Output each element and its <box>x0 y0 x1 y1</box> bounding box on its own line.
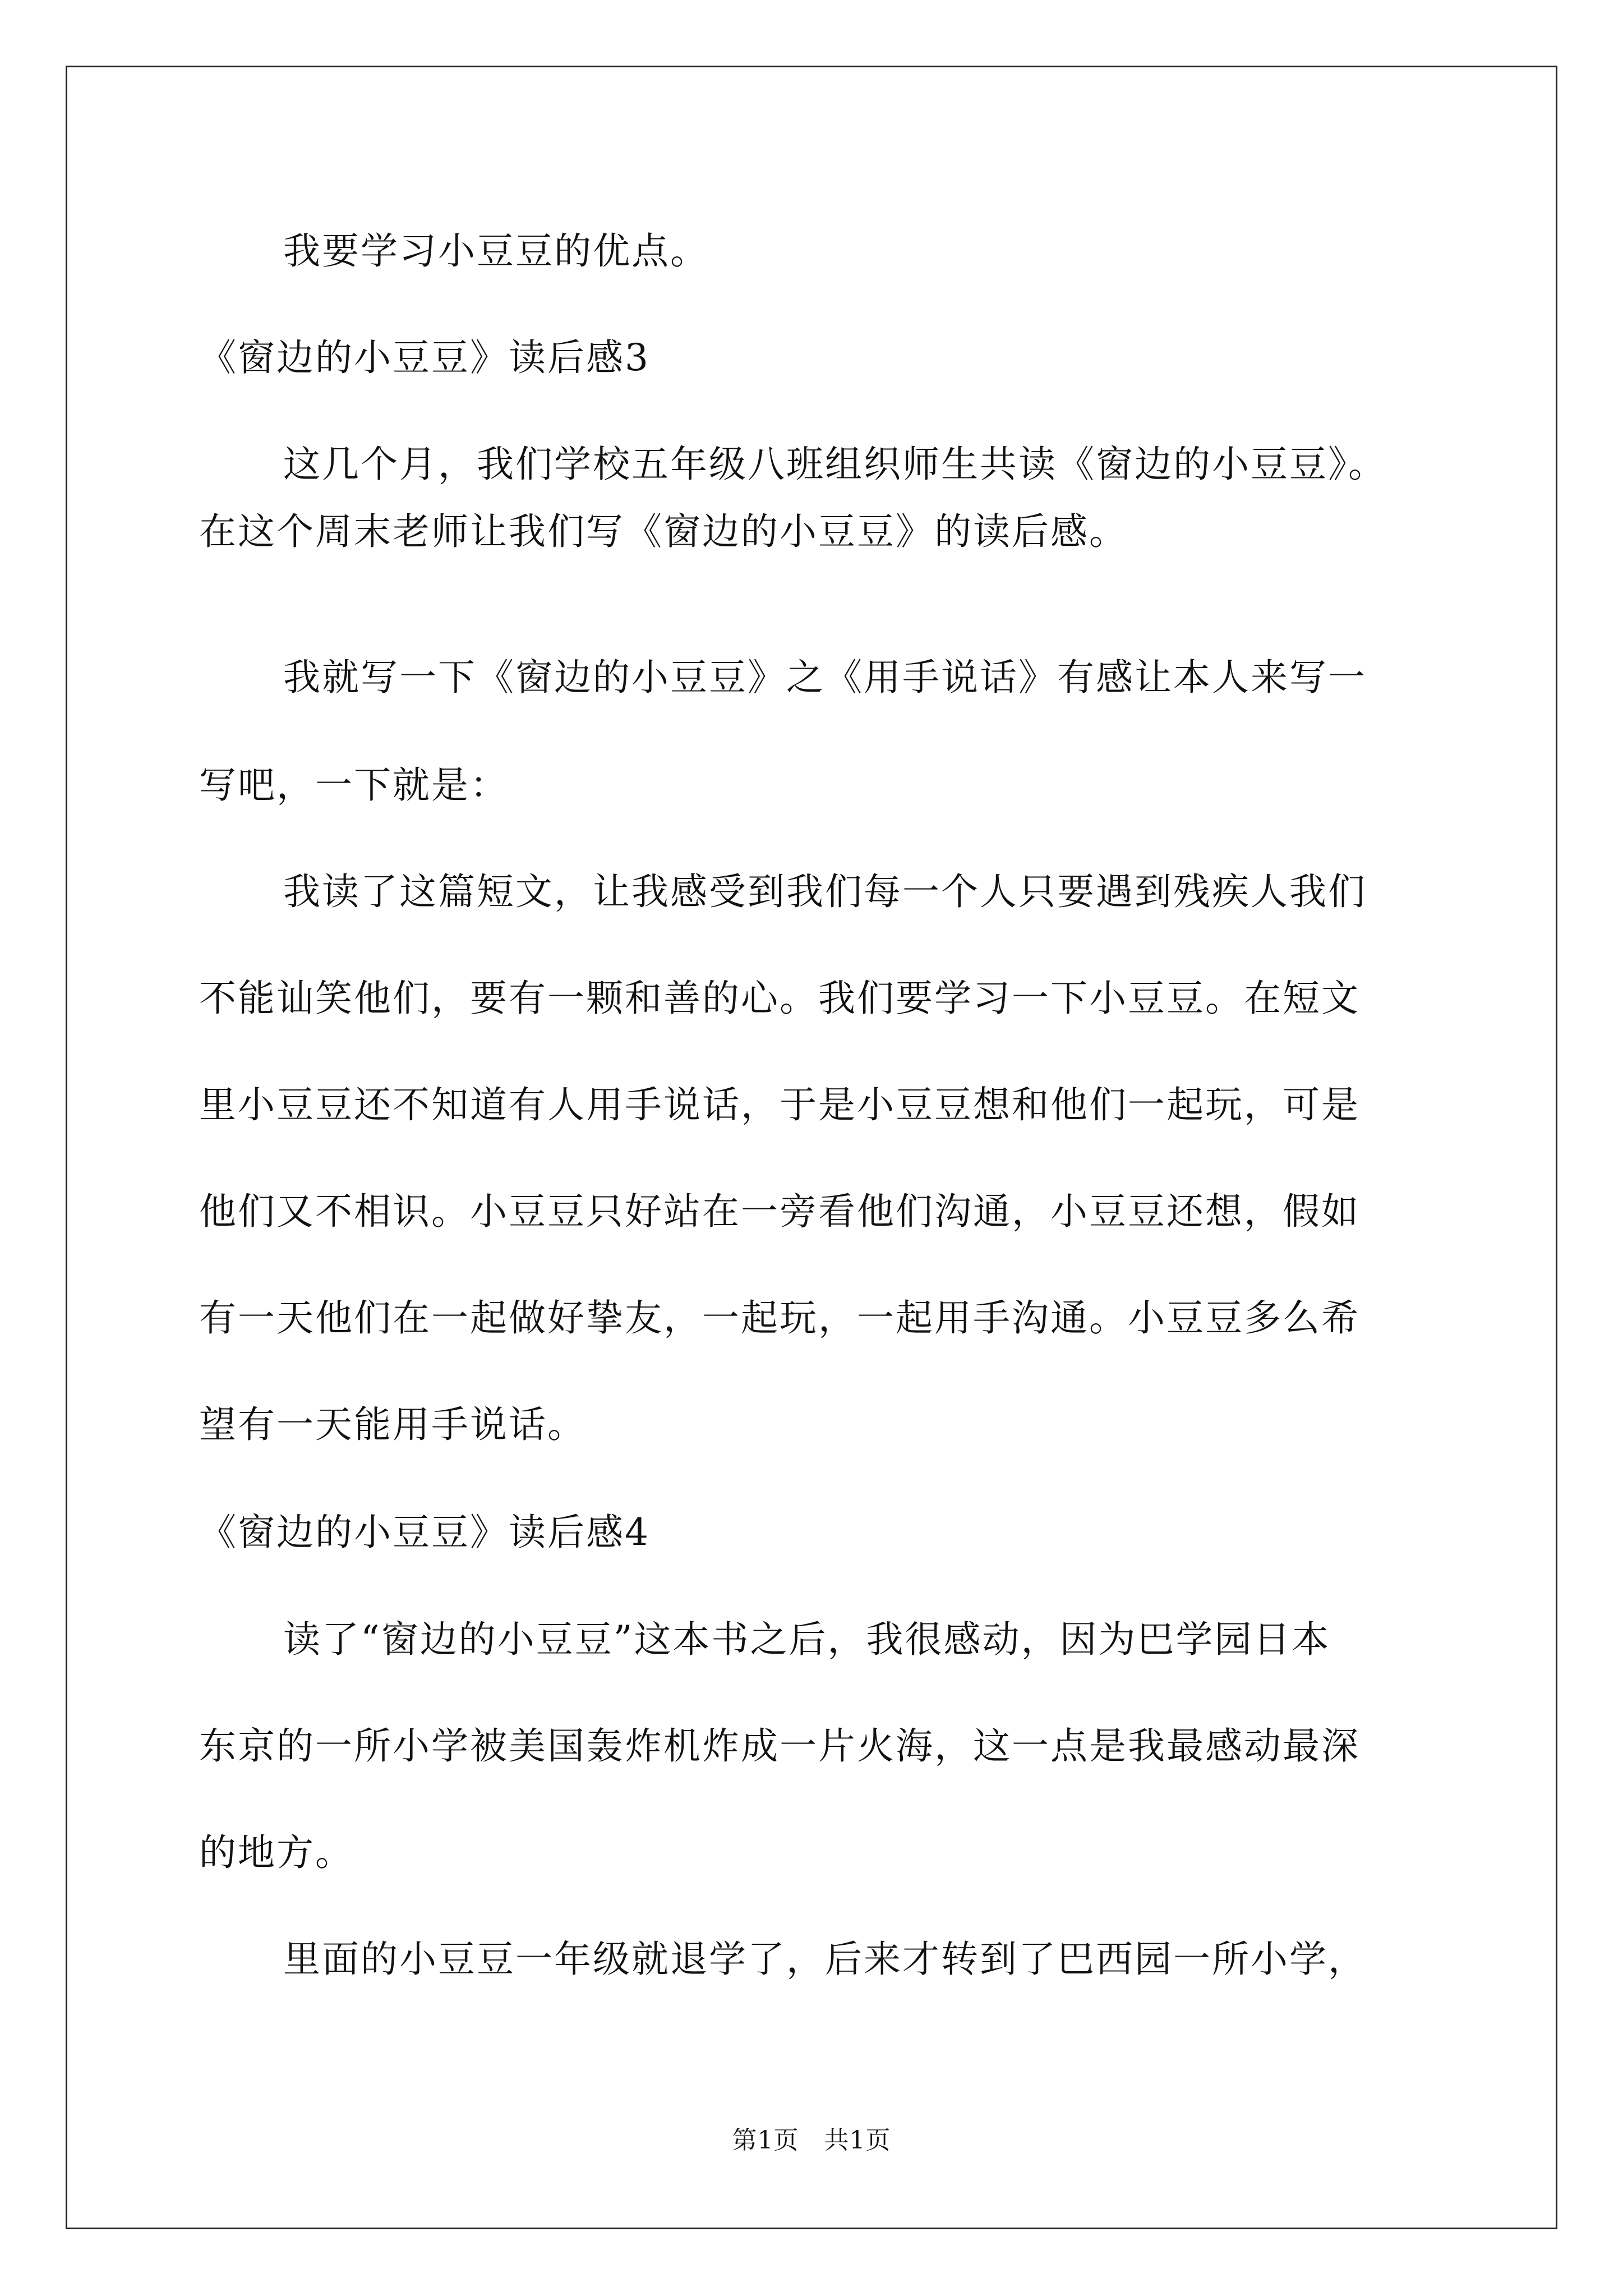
paragraph-line: 我要学习小豆豆的优点。 <box>283 229 709 273</box>
paragraph-line: 写吧，一下就是： <box>199 763 509 807</box>
paragraph-line: 东京的一所小学被美国轰炸机炸成一片火海，这一点是我最感动最深 <box>199 1724 1360 1768</box>
paragraph-line: 不能讪笑他们，要有一颗和善的心。我们要学习一下小豆豆。在短文 <box>199 977 1360 1020</box>
paragraph-line: 里面的小豆豆一年级就退学了，后来才转到了巴西园一所小学， <box>283 1938 1367 1981</box>
paragraph-line: 里小豆豆还不知道有人用手说话，于是小豆豆想和他们一起玩，可是 <box>199 1083 1360 1126</box>
paragraph-line: 在这个周末老师让我们写《窗边的小豆豆》的读后感。 <box>199 510 1128 553</box>
paragraph-line: 读了“窗边的小豆豆”这本书之后，我很感动，因为巴学园日本 <box>283 1618 1331 1661</box>
paragraph-line: 有一天他们在一起做好挚友，一起玩，一起用手沟通。小豆豆多么希 <box>199 1296 1360 1340</box>
section-heading: 《窗边的小豆豆》读后感3 <box>199 336 650 379</box>
page-border <box>66 66 1557 2229</box>
paragraph-line: 的地方。 <box>199 1831 354 1874</box>
paragraph-line: 这几个月，我们学校五年级八班组织师生共读《窗边的小豆豆》。 <box>283 443 1387 486</box>
section-heading: 《窗边的小豆豆》读后感4 <box>199 1511 650 1554</box>
paragraph-line: 他们又不相识。小豆豆只好站在一旁看他们沟通，小豆豆还想，假如 <box>199 1190 1360 1233</box>
paragraph-line: 我就写一下《窗边的小豆豆》之《用手说话》有感让本人来写一 <box>283 656 1367 699</box>
paragraph-line: 望有一天能用手说话。 <box>199 1403 586 1446</box>
page-number-footer: 第1页 共1页 <box>732 2126 891 2155</box>
paragraph-line: 我读了这篇短文，让我感受到我们每一个人只要遇到残疾人我们 <box>283 870 1367 913</box>
